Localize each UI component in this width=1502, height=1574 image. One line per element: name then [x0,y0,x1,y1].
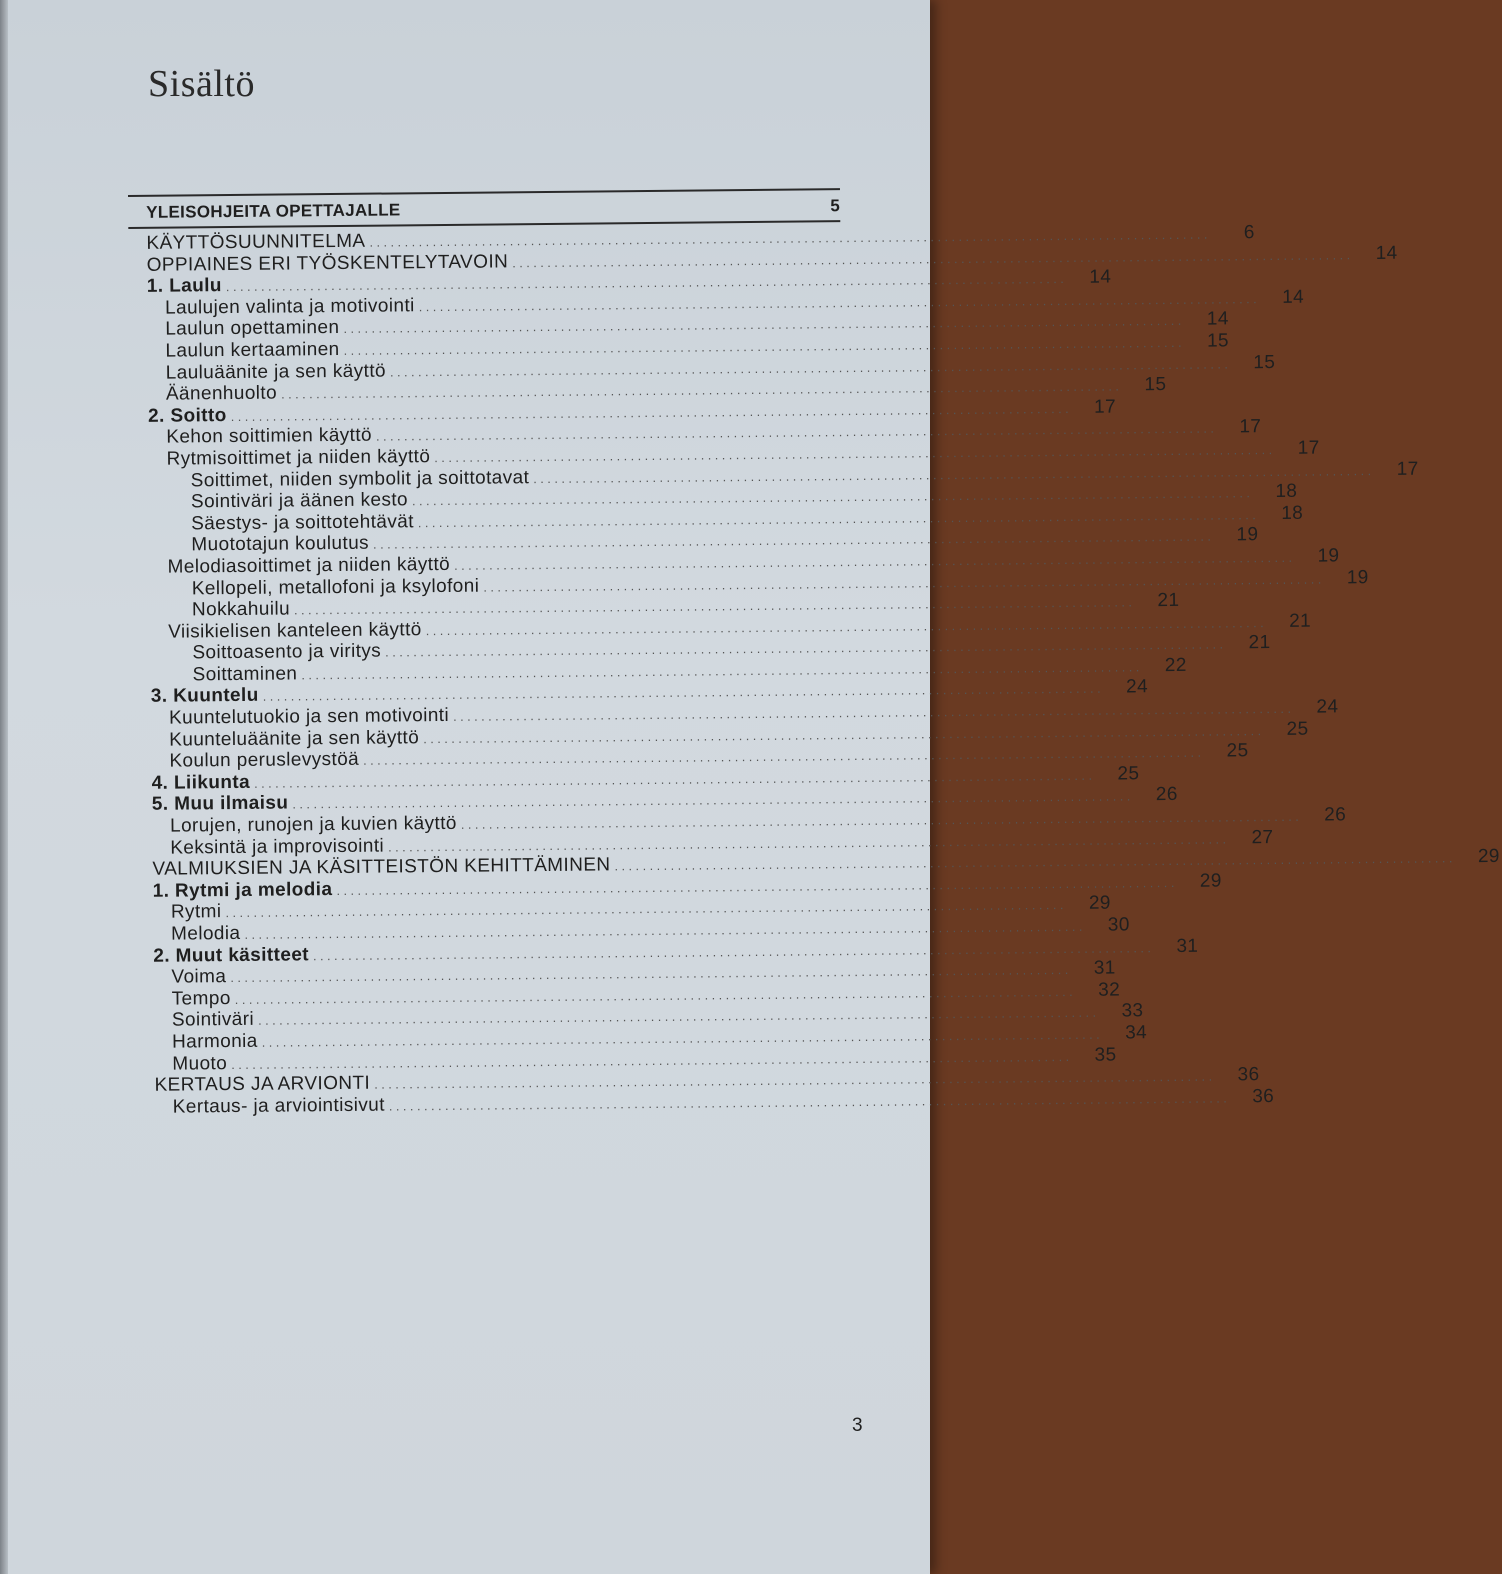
toc-entry-page: 14 [1282,286,1305,308]
page-title: Sisältö [148,63,255,105]
toc-entries [128,222,1500,1118]
toc-entry-page: 17 [1297,437,1320,459]
dot-leader: ........................................................................................................................ [411,485,1254,509]
toc-entry-label: Viisikielisen kanteleen käyttö [168,618,422,643]
toc-entry-page: 29 [1199,870,1222,892]
toc-entry-label: 1. Laulu [146,275,222,298]
toc-entry-label: Muoto [172,1052,228,1075]
toc-entry-page: 29 [1477,846,1500,868]
toc-entry-page: 33 [1121,1000,1144,1022]
toc-entry-label: Soittimet, niiden symbolit ja soittotavat [190,466,530,491]
toc-entry-page: 36 [1237,1064,1260,1086]
dot-leader: ........................................................................................................................ [225,271,1068,295]
toc-entry-page: 25 [1117,763,1140,785]
toc-entry-page: 6 [1243,222,1255,244]
toc-entry-page: 17 [1396,458,1419,480]
dot-leader: ........................................................................................................................ [389,355,1232,380]
dot-leader: ........................................................................................................................ [385,636,1227,660]
toc-entry-label: KÄYTTÖSUUNNITELMA [146,230,366,254]
toc-entry-page: 15 [1206,330,1230,352]
dot-leader: ........................................................................................................................ [434,441,1276,466]
page-edge [0,0,8,1574]
dot-leader: ........................................................................................................................ [301,659,1143,683]
toc-entry-label: 5. Muu ilmaisu [151,792,289,816]
toc-entry-label: 1. Rytmi ja melodia [152,878,333,902]
dot-leader: ........................................................................................................................ [253,767,1096,791]
toc-header-page: 5 [830,196,841,216]
toc-entry-label: Lauluäänite ja sen käyttö [165,360,387,384]
toc-entry-page: 15 [1144,374,1167,396]
dot-leader: ........................................................................................................................ [244,918,1086,942]
toc-entry-label: Kuunteluäänite ja sen käyttö [169,726,420,751]
toc-entry-page: 18 [1281,502,1304,524]
page-number: 3 [852,1415,863,1436]
toc-entry-page: 29 [1088,893,1111,915]
dot-leader: ........................................................................................................................ [388,831,1230,855]
toc-entry-page: 22 [1164,654,1187,676]
dot-leader: ........................................................................................................................ [418,290,1261,314]
toc-entry-label: Säestys- ja soittotehtävät [191,510,414,535]
dot-leader: ........................................................................................................................ [369,226,1211,250]
toc-entry-label: Sointiväri ja äänen kesto [190,489,409,513]
toc-entry-label: Kertaus- ja arviointisivut [172,1094,385,1118]
dot-leader: ........................................................................................................................ [454,549,1296,573]
dot-leader: ........................................................................................................................ [460,808,1303,832]
toc-entry-label: Rytmi [170,901,222,924]
dot-leader: ........................................................................................................................ [234,983,1077,1007]
dot-leader: ........................................................................................................................ [261,1026,1104,1050]
dot-leader: ........................................................................................................................ [292,788,1134,812]
toc-entry-page: 31 [1093,957,1116,979]
toc-entry-page: 25 [1286,718,1309,740]
table-of-contents [128,188,1500,1118]
toc-entry-label: Melodiasoittimet ja niiden käyttö [167,553,451,578]
toc-entry-label: Kuuntelutuokio ja sen motivointi [168,705,450,729]
dot-leader: ........................................................................................................................ [336,874,1178,898]
toc-entry-label: Kellopeli, metallofoni ja ksylofoni [191,575,480,599]
toc-entry-label: Harmonia [172,1030,258,1053]
dot-leader: ........................................................................................................................ [452,700,1295,724]
dot-leader: ........................................................................................................................ [230,962,1072,986]
toc-entry-label: Laulun kertaaminen [165,338,340,362]
toc-entry-label: Äänenhuolto [165,382,278,405]
dot-leader: ........................................................................................................................ [512,246,1354,270]
toc-entry-label: Laulun opettaminen [165,317,340,341]
toc-entry-page: 21 [1289,610,1312,632]
dot-leader: ........................................................................................................................ [293,594,1136,618]
toc-header-label: YLEISOHJEITA OPETTAJALLE [146,200,401,222]
dot-leader: ........................................................................................................................ [262,681,1105,705]
toc-entry-label: Koulun peruslevystöä [169,749,360,772]
dot-leader: ........................................................................................................................ [258,1005,1100,1029]
toc-entry-page: 36 [1252,1085,1275,1107]
toc-entry-page: 24 [1316,696,1339,718]
toc-entry-page: 19 [1346,566,1369,588]
dot-leader: ........................................................................................................................ [225,897,1067,921]
toc-entry-label: Laulujen valinta ja motivointi [164,295,415,319]
toc-entry-label: Lorujen, runojen ja kuvien käyttö [169,812,457,837]
dot-leader: ........................................................................................................................ [372,528,1215,552]
dot-leader: ........................................................................................................................ [375,420,1218,444]
dot-leader: ........................................................................................................................ [388,1090,1231,1114]
toc-entry-label: Muototajun koulutus [191,533,370,556]
dot-leader: ........................................................................................................................ [483,571,1325,595]
dot-leader: ........................................................................................................................ [614,850,1456,874]
dot-leader: ........................................................................................................................ [374,1068,1216,1092]
toc-entry-page: 15 [1253,351,1276,373]
toc-entry-label: Rytmisoittimet ja niiden käyttö [166,446,431,470]
toc-entry-label: Soittoasento ja viritys [192,640,382,664]
toc-entry-page: 19 [1236,524,1259,546]
toc-entry-label: Keksintä ja improvisointi [170,835,385,859]
dot-leader: ........................................................................................................................ [423,722,1265,746]
dot-leader: ........................................................................................................................ [417,506,1260,530]
dot-leader: ........................................................................................................................ [425,614,1268,638]
dot-leader: ........................................................................................................................ [312,939,1155,963]
dot-leader: ........................................................................................................................ [343,334,1186,358]
toc-entry-page: 35 [1094,1044,1117,1066]
toc-entry-page: 31 [1176,935,1199,957]
toc-entry-page: 14 [1089,266,1112,288]
toc-entry-page: 24 [1126,676,1149,698]
toc-entry-page: 17 [1094,396,1117,418]
toc-entry-page: 26 [1155,784,1178,806]
toc-entry-label: 2. Muut käsitteet [153,943,310,967]
toc-entry-page: 30 [1107,914,1130,936]
toc-entry-label: OPPIAINES ERI TYÖSKENTELYTAVOIN [146,250,509,276]
toc-entry-page: 34 [1125,1022,1148,1044]
toc-entry-label: 3. Kuuntelu [150,685,259,708]
dot-leader: ........................................................................................................................ [363,744,1205,769]
toc-entry-page: 19 [1317,545,1340,567]
toc-entry-label: 4. Liikunta [151,771,251,794]
dot-leader: ........................................................................................................................ [230,400,1073,424]
toc-entry-label: Tempo [171,987,231,1010]
toc-entry-label: Sointiväri [171,1009,255,1031]
toc-entry-label: Soittaminen [192,663,298,686]
toc-entry-page: 18 [1275,480,1298,503]
toc-entry-label: 2. Soitto [148,404,227,427]
toc-entry-page: 32 [1098,979,1121,1001]
toc-entry-label: Melodia [170,922,241,945]
toc-entry-label: VALMIUKSIEN JA KÄSITTEISTÖN KEHITTÄMINEN [152,854,611,881]
toc-entry-label: Voima [171,966,227,988]
toc-entry-label: KERTAUS JA ARVIONTI [154,1072,371,1096]
toc-entry-page: 25 [1226,740,1249,762]
toc-entry-label: Nokkahuilu [191,598,291,621]
toc-entry-page: 14 [1375,242,1398,264]
dot-leader: ........................................................................................................................ [533,462,1375,486]
toc-entry-page: 21 [1248,632,1271,654]
toc-entry-label: Kehon soittimien käyttö [166,425,373,448]
dot-leader: ........................................................................................................................ [231,1048,1073,1072]
toc-entry-page: 21 [1157,590,1180,612]
toc-entry-page: 27 [1251,826,1274,848]
dot-leader: ........................................................................................................................ [343,313,1185,337]
toc-entry-page: 14 [1206,308,1229,331]
toc-entry-page: 17 [1239,416,1262,438]
dot-leader: ........................................................................................................................ [280,378,1123,402]
toc-entry-page: 26 [1324,804,1347,826]
